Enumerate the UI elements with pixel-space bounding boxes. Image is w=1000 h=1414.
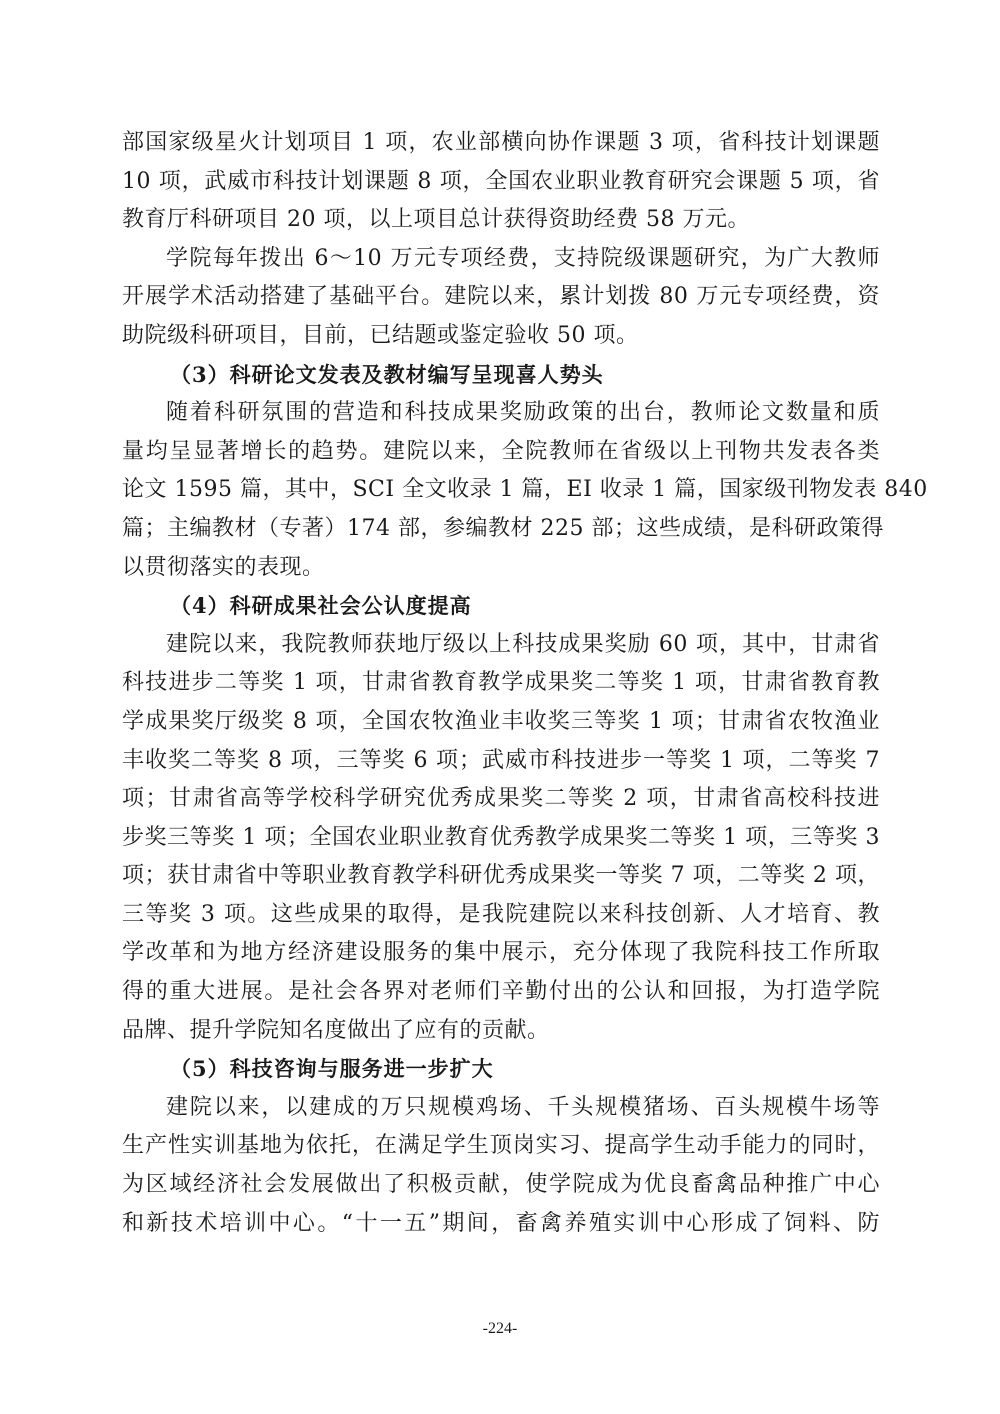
text-line: 和新技术培训中心。“十一五”期间，畜禽养殖实训中心形成了饲料、防 <box>122 1210 880 1236</box>
text-line: 丰收奖二等奖 8 项，三等奖 6 项；武威市科技进步一等奖 1 项，二等奖 7 <box>122 747 880 773</box>
text-line: 建院以来，以建成的万只规模鸡场、千头规模猪场、百头规模牛场等 <box>166 1094 880 1120</box>
text-line: 生产性实训基地为依托，在满足学生顶岗实习、提高学生动手能力的同时， <box>122 1133 880 1159</box>
text-line: 论文 1595 篇，其中，SCI 全文收录 1 篇，EI 收录 1 篇，国家级刊物发表 840 <box>122 477 928 503</box>
paragraph <box>122 240 880 356</box>
page-number: -224- <box>482 1320 518 1337</box>
text-line: 建院以来，我院教师获地厅级以上科技成果奖励 60 项，其中，甘肃省 <box>166 631 880 657</box>
text-line: 项；甘肃省高等学校科学研究优秀成果奖二等奖 2 项，甘肃省高校科技进 <box>122 786 880 812</box>
text-line: 得的重大进展。是社会各界对老师们辛勤付出的公认和回报，为打造学院 <box>122 979 880 1005</box>
paragraph <box>122 1089 880 1243</box>
section-heading: （4）科研成果社会公认度提高 <box>170 593 472 619</box>
text-line: 随着科研氛围的营造和科技成果奖励政策的出台，教师论文数量和质 <box>166 400 880 426</box>
text-line: 教育厅科研项目 20 项，以上项目总计获得资助经费 58 万元。 <box>122 207 750 233</box>
text-line: 10 项，武威市科技计划课题 8 项，全国农业职业教育研究会课题 5 项，省 <box>122 168 880 194</box>
text-line: 以贯彻落实的表现。 <box>122 554 325 580</box>
paragraph <box>122 124 880 240</box>
paragraph <box>122 394 928 587</box>
text-line: 三等奖 3 项。这些成果的取得，是我院建院以来科技创新、人才培育、教 <box>122 901 880 927</box>
text-line: 项；获甘肃省中等职业教育教学科研优秀成果奖一等奖 7 项，二等奖 2 项， <box>122 863 880 889</box>
text-line: 学院每年拨出 6～10 万元专项经费，支持院级课题研究，为广大教师 <box>166 245 880 271</box>
text-line: 学成果奖厅级奖 8 项，全国农牧渔业丰收奖三等奖 1 项；甘肃省农牧渔业 <box>122 708 880 734</box>
text-line: 步奖三等奖 1 项；全国农业职业教育优秀教学成果奖二等奖 1 项，三等奖 3 <box>122 824 880 850</box>
text-line: 为区域经济社会发展做出了积极贡献，使学院成为优良畜禽品种推广中心 <box>122 1172 880 1198</box>
text-line: 科技进步二等奖 1 项，甘肃省教育教学成果奖二等奖 1 项，甘肃省教育教 <box>122 670 880 696</box>
text-line: 助院级科研项目，目前，已结题或鉴定验收 50 项。 <box>122 322 639 348</box>
text-line: 品牌、提升学院知名度做出了应有的贡献。 <box>122 1017 550 1043</box>
text-line: 开展学术活动搭建了基础平台。建院以来，累计划拨 80 万元专项经费，资 <box>122 284 880 310</box>
body-text <box>122 124 928 1243</box>
paragraph <box>122 626 880 1051</box>
section-heading: （5）科技咨询与服务进一步扩大 <box>170 1056 494 1082</box>
text-line: 量均呈显著增长的趋势。建院以来，全院教师在省级以上刊物共发表各类 <box>122 438 880 464</box>
section-heading: （3）科研论文发表及教材编写呈现喜人势头 <box>170 361 604 387</box>
text-line: 篇；主编教材（专著）174 部，参编教材 225 部；这些成绩，是科研政策得 <box>122 515 884 541</box>
text-line: 学改革和为地方经济建设服务的集中展示，充分体现了我院科技工作所取 <box>122 940 880 966</box>
text-line: 部国家级星火计划项目 1 项，农业部横向协作课题 3 项，省科技计划课题 <box>122 130 880 155</box>
